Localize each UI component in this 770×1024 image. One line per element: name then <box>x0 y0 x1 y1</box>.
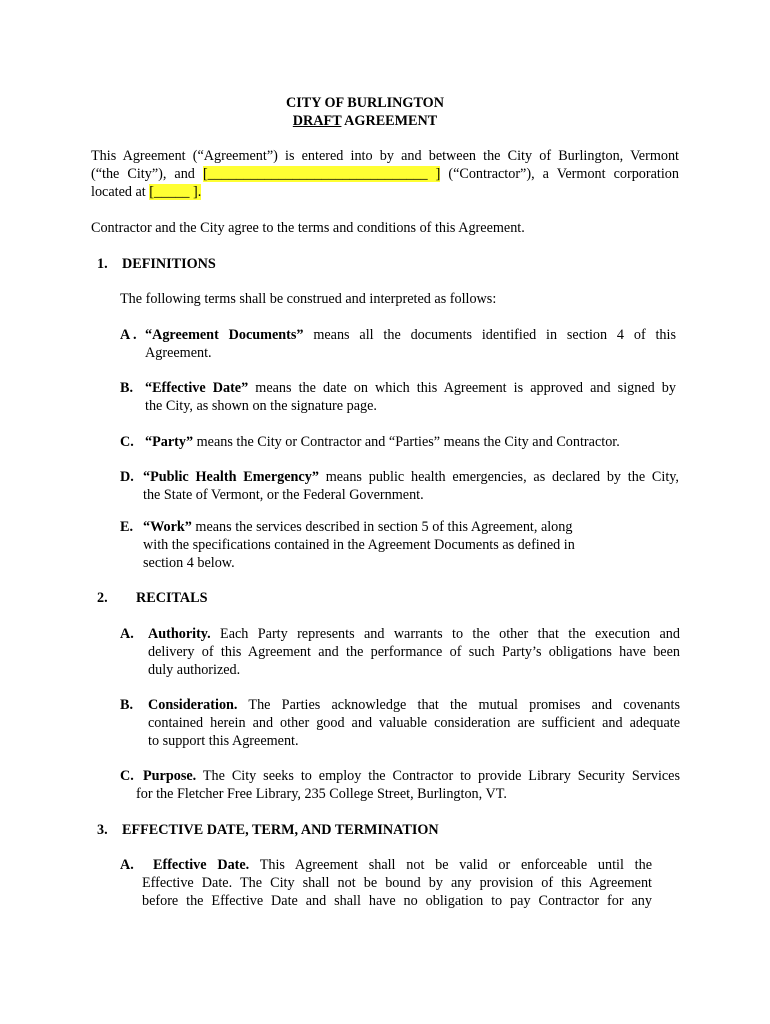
def-c-letter: C. <box>120 434 134 450</box>
section-3-number: 3. <box>97 822 108 838</box>
def-b-body: “Effective Date” means the date on which this Agreement is approved and signed by the City, as shown on the signature page. <box>145 380 676 414</box>
def-d-letter: D. <box>120 469 134 485</box>
section-1-lead: The following terms shall be construed and interpreted as follows: <box>120 291 497 307</box>
recital-b-body: Consideration. The Parties acknowledge that the mutual promises and covenants contained herein and other good and valuable consideration are sufficient and adequate to support this Agreement. <box>148 697 680 749</box>
draft-word: DRAFT <box>292 113 342 129</box>
intro-paragraph <box>91 147 679 201</box>
intro-agree-line: Contractor and the City agree to the terms and conditions of this Agreement. <box>91 220 525 236</box>
term-a-letter: A. <box>120 857 134 873</box>
def-a-body: “Agreement Documents” means all the documents identified in section 4 of this Agreement. <box>145 327 676 361</box>
def-a-letter: A . <box>120 327 137 343</box>
recital-a-letter: A. <box>120 626 134 642</box>
section-2-heading: RECITALS <box>136 590 208 606</box>
section-1-heading: DEFINITIONS <box>122 256 216 272</box>
def-d-body: “Public Health Emergency” means public health emergencies, as declared by the City, the State of Vermont, or the Federal Government. <box>143 469 679 503</box>
recital-c-body: Purpose. The City seeks to employ the Contractor to provide Library Security Services <box>143 768 680 784</box>
recital-a-body: Authority. Each Party represents and warrants to the other that the execution and delivery of this Agreement and the performance of such Party’s obligations have been duly authorized. <box>148 626 680 678</box>
document-title <box>0 94 730 130</box>
def-e-body: “Work” means the services described in section 5 of this Agreement, along with the specifications contained in the Agreement Documents as defined in section 4 below. <box>143 519 575 571</box>
recital-c-letter: C. <box>120 768 134 784</box>
location-blank[interactable]: [_____ ]. <box>149 184 202 200</box>
intro-line-3: located at [_____ ]. <box>91 184 202 200</box>
term-a-line-2: Effective Date. The City shall not be bound by any provision of this Agreement before the Effective Date and shall have no obligation to pay Contractor for any <box>142 875 652 909</box>
section-1-number: 1. <box>97 256 108 272</box>
section-2-number: 2. <box>97 590 108 606</box>
recital-c-line-2: for the Fletcher Free Library, 235 College Street, Burlington, VT. <box>136 786 507 802</box>
intro-line-1: This Agreement (“Agreement”) is entered into by and between the City of Burlington, Vermont <box>91 148 679 164</box>
contractor-name-blank[interactable]: [_______________________________ ] <box>202 166 441 182</box>
term-a-line-1: Effective Date. This Agreement shall not be valid or enforceable until the <box>153 857 652 873</box>
title-line: CITY OF BURLINGTON <box>286 95 444 111</box>
subtitle-line <box>0 112 730 130</box>
def-c-body: “Party” means the City or Contractor and “Parties” means the City and Contractor. <box>145 434 620 450</box>
intro-line-2: (“the City”), and [_______________________________ ] (“Contractor”), a Vermont corporation <box>91 166 679 182</box>
agreement-word: AGREEMENT <box>341 113 438 129</box>
section-3-heading: EFFECTIVE DATE, TERM, AND TERMINATION <box>122 822 439 838</box>
recital-b-letter: B. <box>120 697 134 713</box>
def-e-letter: E. <box>120 519 134 535</box>
def-b-letter: B. <box>120 380 134 396</box>
